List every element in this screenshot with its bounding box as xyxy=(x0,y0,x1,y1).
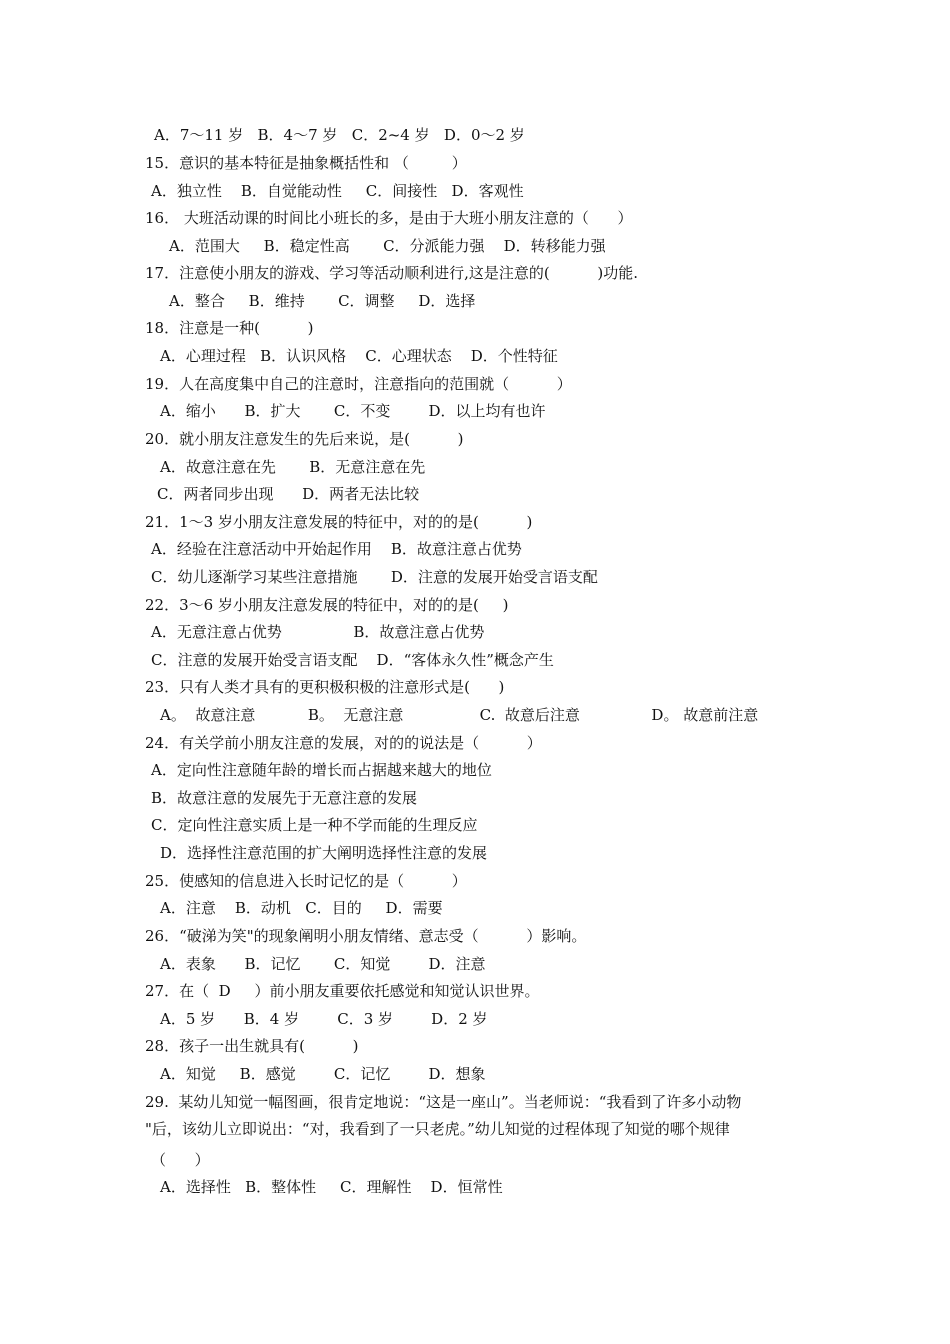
q23-options: A。 故意注意 B。 无意注意 C. 故意后注意 D。 故意前注意 xyxy=(160,706,759,724)
q22-options-cd: C．注意的发展开始受言语支配 D．“客体永久性”概念产生 xyxy=(151,651,554,669)
q19-question: 19．人在高度集中自己的注意时，注意指向的范围就（ ） xyxy=(145,375,572,393)
q18-options: A．心理过程 B．认识风格 C．心理状态 D．个性特征 xyxy=(160,347,558,365)
q21-question: 21．1～3 岁小朋友注意发展的特征中，对的的是( ) xyxy=(145,513,533,531)
q24-option-a: A．定向性注意随年龄的增长而占据越来越大的地位 xyxy=(151,761,492,779)
q27-options: A．5 岁 B．4 岁 C．3 岁 D．2 岁 xyxy=(160,1010,488,1028)
q14-options: A．7～11 岁 B．4～7 岁 C．2~4 岁 D．0～2 岁 xyxy=(154,126,525,144)
q27-question: 27．在（ D ）前小朋友重要依托感觉和知觉认识世界。 xyxy=(145,982,540,1000)
q17-options: A．整合 B．维持 C．调整 D．选择 xyxy=(169,292,476,310)
q20-options-cd: C．两者同步出现 D．两者无法比较 xyxy=(157,485,420,503)
q22-options-ab: A．无意注意占优势 B．故意注意占优势 xyxy=(151,623,485,641)
q22-question: 22．3～6 岁小朋友注意发展的特征中，对的的是( ) xyxy=(145,596,509,614)
q24-question: 24．有关学前小朋友注意的发展，对的的说法是（ ） xyxy=(145,734,542,752)
q26-options: A．表象 B．记忆 C．知觉 D．注意 xyxy=(160,955,486,973)
q16-question: 16． 大班活动课的时间比小班长的多，是由于大班小朋友注意的（ ） xyxy=(145,209,633,227)
q19-options: A．缩小 B．扩大 C．不变 D．以上均有也许 xyxy=(160,402,546,420)
q25-question: 25．使感知的信息进入长时记忆的是（ ） xyxy=(145,872,467,890)
q24-option-c: C．定向性注意实质上是一种不学而能的生理反应 xyxy=(151,816,478,834)
q21-options-ab: A．经验在注意活动中开始起作用 B．故意注意占优势 xyxy=(151,540,522,558)
q28-options: A．知觉 B．感觉 C．记忆 D．想象 xyxy=(160,1065,486,1083)
q29-question-line2: "后，该幼儿立即说出：“对，我看到了一只老虎。”幼儿知觉的过程体现了知觉的哪个规律 xyxy=(145,1120,730,1138)
q18-question: 18．注意是一种( ) xyxy=(145,319,314,337)
q24-option-b: B．故意注意的发展先于无意注意的发展 xyxy=(151,789,418,807)
q25-options: A．注意 B．动机 C．目的 D．需要 xyxy=(160,899,443,917)
q20-question: 20．就小朋友注意发生的先后来说，是( ) xyxy=(145,430,464,448)
q24-option-d: D．选择性注意范围的扩大阐明选择性注意的发展 xyxy=(160,844,488,862)
q29-question-line1: 29. 某幼儿知觉一幅图画，很肯定地说：“这是一座山”。当老师说：“我看到了许多小动物 xyxy=(145,1093,742,1111)
q21-options-cd: C．幼儿逐渐学习某些注意措施 D．注意的发展开始受言语支配 xyxy=(151,568,598,586)
q20-options-ab: A．故意注意在先 B．无意注意在先 xyxy=(160,458,426,476)
q15-question: 15．意识的基本特征是抽象概括性和 （ ） xyxy=(145,154,467,172)
q17-question: 17．注意使小朋友的游戏、学习等活动顺利进行,这是注意的( )功能. xyxy=(145,264,639,282)
q28-question: 28．孩子一出生就具有( ) xyxy=(145,1037,359,1055)
q23-question: 23．只有人类才具有的更积极积极的注意形式是( ) xyxy=(145,678,505,696)
q15-options: A．独立性 B．自觉能动性 C．间接性 D．客观性 xyxy=(151,182,524,200)
q29-question-line3: （ ） xyxy=(151,1151,210,1169)
q29-options: A．选择性 B．整体性 C．理解性 D．恒常性 xyxy=(160,1178,503,1196)
q26-question: 26．“破涕为笑"的现象阐明小朋友情绪、意志受（ ）影响。 xyxy=(145,927,587,945)
q16-options: A．范围大 B．稳定性高 C．分派能力强 D．转移能力强 xyxy=(169,237,606,255)
